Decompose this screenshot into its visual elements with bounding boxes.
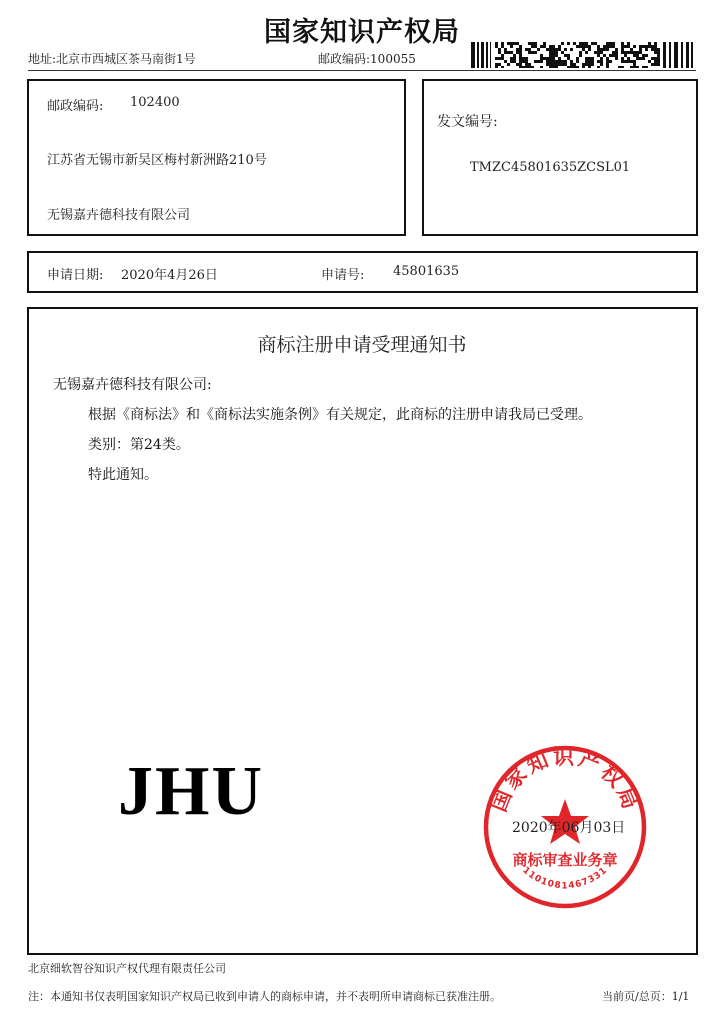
agency-name: 北京细软智谷知识产权代理有限责任公司 xyxy=(28,962,226,975)
recipient-postcode-label: 邮政编码: xyxy=(47,99,104,114)
recipient-address: 江苏省无锡市新吴区梅村新洲路210号 xyxy=(47,153,267,168)
notice-salutation: 无锡嘉卉德科技有限公司: xyxy=(53,377,212,393)
dispatch-number: TMZC45801635ZCSL01 xyxy=(470,160,631,175)
notice-line-3: 特此通知。 xyxy=(88,467,158,483)
application-number-label: 申请号: xyxy=(321,268,365,283)
application-date-value: 2020年4月26日 xyxy=(121,268,218,283)
notice-line-1: 根据《商标法》和《商标法实施条例》有关规定，此商标的注册申请我局已受理。 xyxy=(88,407,592,423)
dispatch-label: 发文编号: xyxy=(437,114,498,130)
office-postcode: 邮政编码:100055 xyxy=(318,52,416,66)
application-date-label: 申请日期: xyxy=(47,268,104,283)
seal-top-text: 国家知识产权局 xyxy=(486,744,644,815)
recipient-company: 无锡嘉卉德科技有限公司 xyxy=(47,208,191,223)
notice-line-2: 类别：第24类。 xyxy=(88,437,190,453)
barcode xyxy=(471,42,693,68)
notice-title: 商标注册申请受理通知书 xyxy=(257,334,467,356)
footer-note: 注：本通知书仅表明国家知识产权局已收到申请人的商标申请，并不表明所申请商标已获准注册。 xyxy=(28,990,501,1003)
notice-date: 2020年06月03日 xyxy=(512,820,626,836)
header-rule xyxy=(28,70,696,71)
seal-serial: 1101081467331 xyxy=(520,865,610,892)
recipient-box xyxy=(27,79,406,236)
office-address: 地址:北京市西城区茶马南街1号 xyxy=(28,52,196,66)
recipient-postcode-value: 102400 xyxy=(130,95,180,110)
application-box xyxy=(27,251,698,293)
dispatch-box xyxy=(422,79,698,236)
office-title: 国家知识产权局 xyxy=(264,17,460,48)
seal-bottom-text: 商标审查业务章 xyxy=(512,851,618,869)
trademark-text: JHU xyxy=(118,753,264,830)
page-indicator: 当前页/总页：1/1 xyxy=(602,990,690,1003)
application-number-value: 45801635 xyxy=(393,264,460,279)
